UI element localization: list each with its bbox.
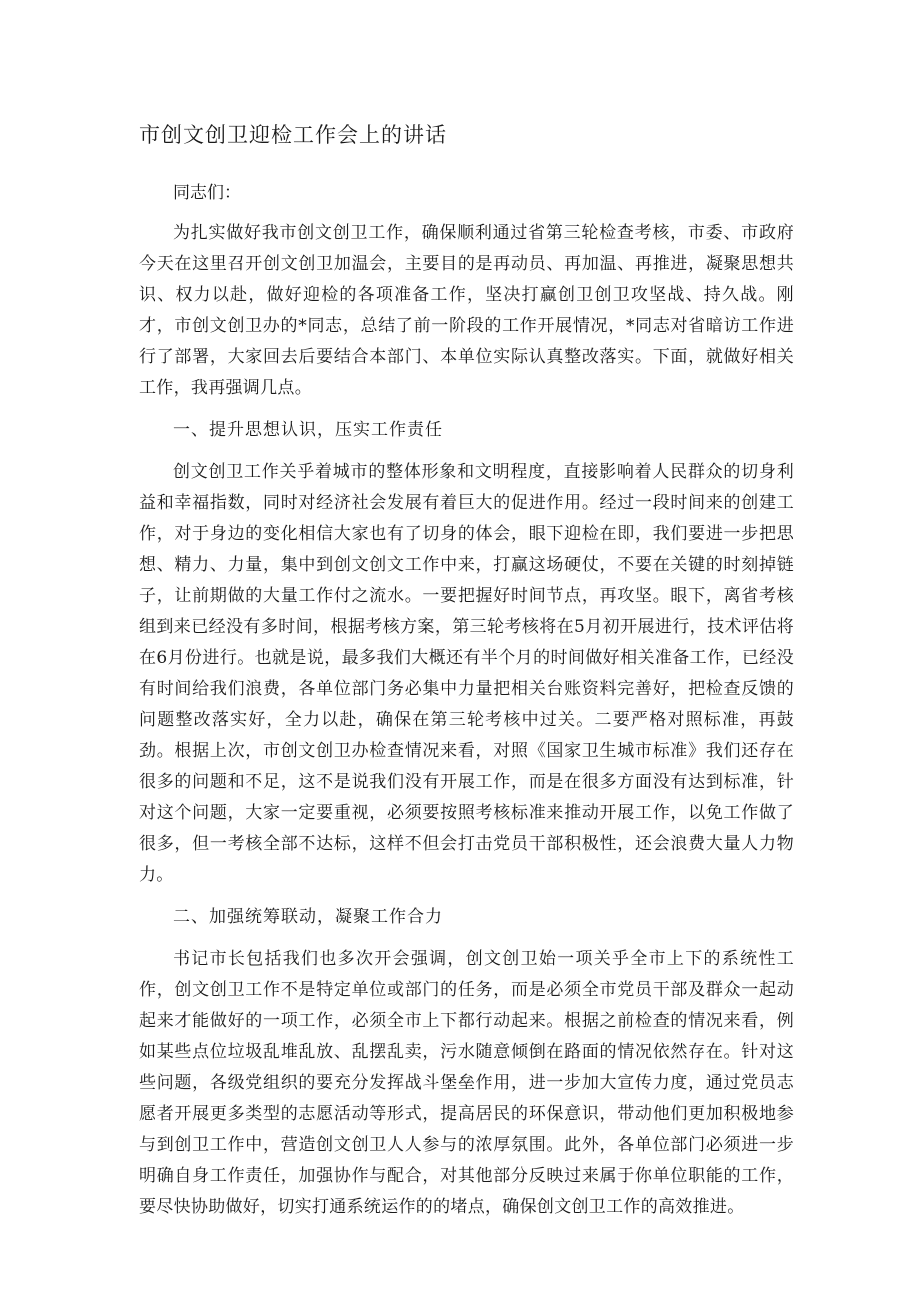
section-2-body: 书记市长包括我们也多次开会强调，创文创卫始一项关乎全市上下的系统性工作，创文创卫工作不是特定单位或部门的任务，而是必须全市党员干部及群众一起动起来才能做好的一项工作，必须全市上下都行动起来。根据之前检查的情况来看，例如某些点位垃圾乱堆乱放、乱摆乱卖，污水随意倾倒在路面的情况依然存在。针对这些问题，各级党组织的要充分发挥战斗堡垒作用，进一步加大宣传力度，通过党员志愿者开展更多类型的志愿活动等形式，提高居民的环保意识，带动他们更加积极地参与到创卫工作中，营造创文创卫人人参与的浓厚氛围。此外，各单位部门必须进一步明确自身工作责任，加强协作与配合，对其他部分反映过来属于你单位职能的工作，要尽快协助做好，切实打通系统运作的的堵点，确保创文创卫工作的高效推进。 [139,949,794,1217]
document-title: 市创文创卫迎检工作会上的讲话 [139,123,447,147]
intro-paragraph: 为扎实做好我市创文创卫工作，确保顺利通过省第三轮检查考核，市委、市政府今天在这里召开创文创卫加温会，主要目的是再动员、再加温、再推进，凝聚思想共识、权力以赴，做好迎检的各项准备工作，坚决打赢创卫创卫攻坚战、持久战。刚才，市创文创卫办的*同志，总结了前一阶段的工作开展情况，*同志对省暗访工作进行了部署，大家回去后要结合本部门、本单位实际认真整改落实。下面，就做好相关工作，我再强调几点。 [139,223,794,398]
section-1-heading: 一、提升思想认识，压实工作责任 [173,420,443,440]
section-1-body: 创文创卫工作关乎着城市的整体形象和文明程度，直接影响着人民群众的切身利益和幸福指数，同时对经济社会发展有着巨大的促进作用。经过一段时间来的创建工作，对于身边的变化相信大家也有了切身的体会，眼下迎检在即，我们要进一步把思想、精力、力量，集中到创文创文工作中来，打赢这场硬仗，不要在关键的时刻掉链子，让前期做的大量工作付之流水。一要把握好时间节点，再攻坚。眼下，离省考核组到来已经没有多时间，根据考核方案，第三轮考核将在5月初开展进行，技术评估将在6月份进行。也就是说，最多我们大概还有半个月的时间做好相关准备工作，已经没有时间给我们浪费，各单位部门务必集中力量把相关台账资料完善好，把检查反馈的问题整改落实好，全力以赴，确保在第三轮考核中过关。二要严格对照标准，再鼓劲。根据上次，市创文创卫办检查情况来看，对照《国家卫生城市标准》我们还存在很多的问题和不足，这不是说我们没有开展工作，而是在很多方面没有达到标准，针对这个问题，大家一定要重视，必须要按照考核标准来推动开展工作，以免工作做了很多，但一考核全部不达标，这样不但会打击党员干部积极性，还会浪费大量人力物力。 [139,462,794,885]
document-page [139,120,794,1234]
salutation: 同志们： [173,183,241,203]
section-2-heading: 二、加强统筹联动，凝聚工作合力 [173,907,443,927]
